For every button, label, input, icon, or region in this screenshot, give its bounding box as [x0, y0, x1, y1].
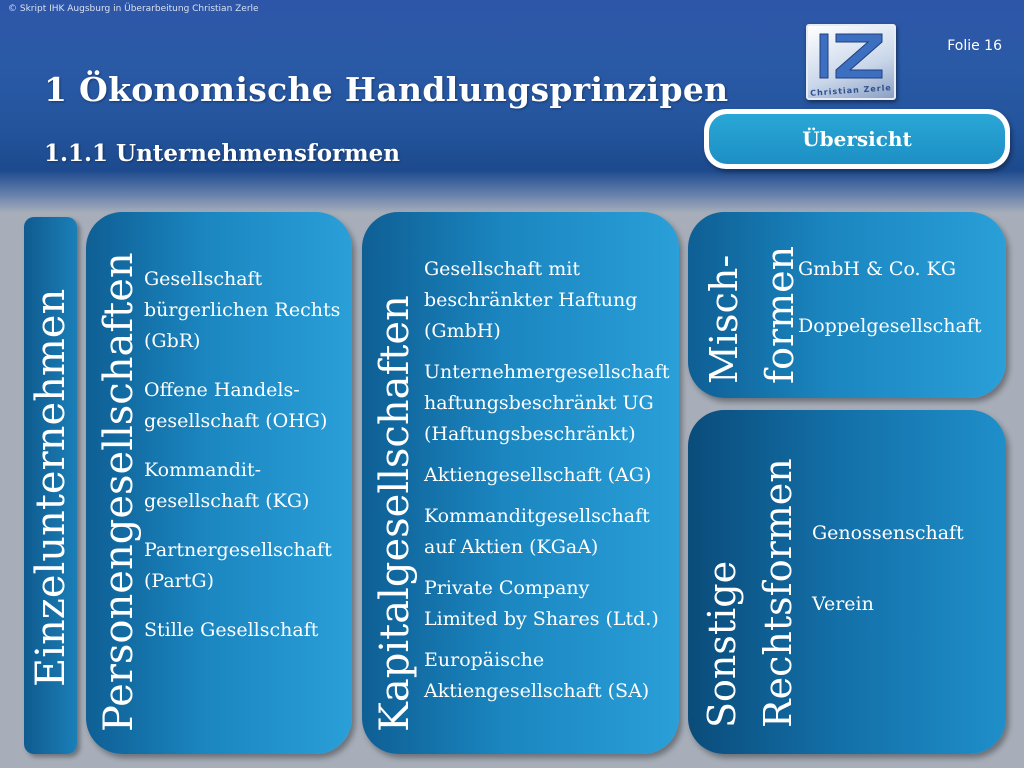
sonstige-rechtsformen-panel — [688, 410, 1006, 754]
einzelunternehmen-heading: Einzelunternehmen — [28, 288, 74, 687]
slide-title: 1 Ökonomische Handlungsprinzipen — [44, 70, 729, 109]
list-item: Offene Handels- gesellschaft (OHG) — [144, 379, 328, 432]
list-item: Unternehmergesellschaft haftungsbeschränkt UG (Haftungsbeschränkt) — [424, 361, 670, 445]
mischformen-heading: Misch- formen — [702, 245, 802, 384]
list-item: Gesellschaft bürgerlichen Rechts (GbR) — [144, 268, 341, 352]
overview-button-label[interactable]: Übersicht — [709, 114, 1005, 164]
list-item: Europäische Aktiengesellschaft (SA) — [424, 649, 650, 702]
list-item: Partnergesellschaft (PartG) — [144, 539, 332, 592]
kapitalgesellschaften-list — [424, 254, 669, 707]
copyright-note: © Skript IHK Augsburg in Überarbeitung Christian Zerle — [8, 4, 259, 14]
mischformen-panel — [688, 212, 1006, 398]
mischformen-list — [798, 254, 982, 360]
logo-iz-icon — [814, 30, 888, 82]
personengesellschaften-heading: Personengesellschaften — [96, 252, 142, 732]
slide-subtitle: 1.1.1 Unternehmensformen — [44, 140, 400, 167]
logo — [806, 24, 896, 100]
overview-button[interactable] — [704, 109, 1010, 169]
logo-text: Christian Zerle — [809, 83, 893, 98]
sonstige-rechtsformen-list — [812, 518, 964, 638]
list-item: Kommandit- gesellschaft (KG) — [144, 459, 310, 512]
slide-number: Folie 16 — [947, 38, 1002, 54]
list-item: Doppelgesellschaft — [798, 315, 982, 337]
sonstige-rechtsformen-heading: Sonstige Rechtsformen — [700, 458, 800, 728]
personengesellschaften-panel — [86, 212, 352, 754]
kapitalgesellschaften-panel — [362, 212, 679, 754]
einzelunternehmen-panel — [24, 217, 77, 754]
list-item: Kommanditgesellschaft auf Aktien (KGaA) — [424, 505, 650, 558]
list-item: Gesellschaft mit beschränkter Haftung (GmbH) — [424, 258, 638, 342]
list-item: Aktiengesellschaft (AG) — [424, 464, 652, 486]
list-item: Genossenschaft — [812, 522, 964, 544]
list-item: Verein — [812, 593, 874, 615]
kapitalgesellschaften-heading: Kapitalgesellschaften — [372, 295, 418, 732]
list-item: Private Company Limited by Shares (Ltd.) — [424, 577, 659, 630]
personengesellschaften-list — [144, 264, 340, 664]
list-item: GmbH & Co. KG — [798, 258, 957, 280]
list-item: Stille Gesellschaft — [144, 619, 319, 641]
